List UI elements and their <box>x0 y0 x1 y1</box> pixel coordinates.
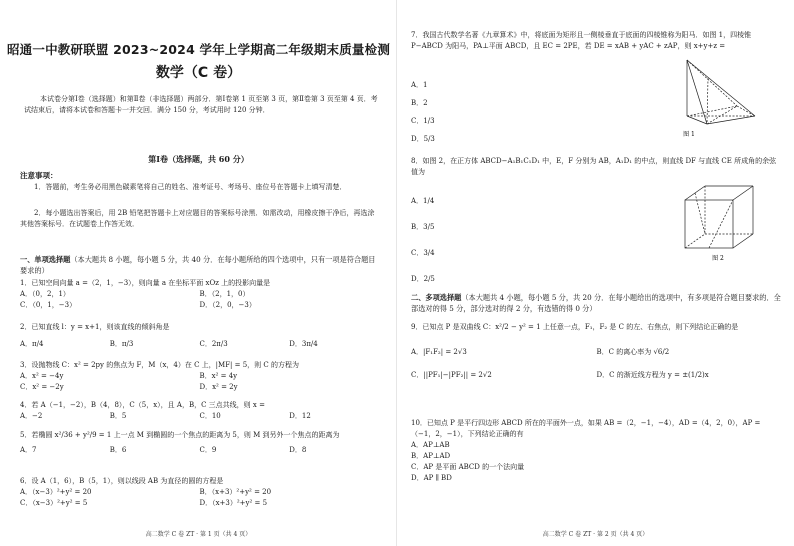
option-b: B．π/3 <box>109 340 134 348</box>
question-9 <box>411 322 782 381</box>
page-footer: 高二数学 C 卷 ZT · 第 2 页（共 4 页） <box>542 531 649 538</box>
question-stem: 7．我国古代数学名著《九章算术》中，将底面为矩形且一侧棱垂直于底面的四棱锥称为阳马．如图 1，四棱锥 P−ABCD 为阳马，PA⊥平面 ABCD，且 EC = 2PE，若 DE = xAB + yAC + zAP，则 x+y+z = <box>411 31 752 50</box>
option-c: C．3/4 <box>411 249 435 257</box>
part2-heading-block <box>411 292 782 314</box>
question-stem: 10．已知点 P 是平行四边形 ABCD 所在的平面外一点，如果 AB =（2，−1，−4），AD =（4，2，0），AP =（−1，2，−1），下列结论正确的有 <box>411 419 761 438</box>
part2-heading: 二、多项选择题 <box>411 293 462 302</box>
option-a: A．（x−3）²+y² = 20 <box>20 488 92 496</box>
option-c: C．10 <box>199 412 221 420</box>
option-d: D．C 的渐近线方程为 y = ±(1/2)x <box>596 371 709 379</box>
exam-subtitle: 数学（C 卷） <box>155 65 242 81</box>
option-c: C．9 <box>199 446 217 454</box>
question-stem: 5．若椭圆 x²/36 + y²/9 = 1 上一点 M 到椭圆的一个焦点的距离为 5，则 M 到另外一个焦点的距离为 <box>20 431 340 439</box>
part1-desc: （本大题共 8 小题，每小题 5 分，共 40 分．在每小题所给的四个选项中，只有一项是符合题目要求的） <box>20 255 376 275</box>
notice-item-2: 2．每小题选出答案后，用 2B 铅笔把答题卡上对应题目的答案标号涂黑．如需改动，用橡皮擦干净后，再选涂其他答案标号．在试题卷上作答无效． <box>20 209 375 228</box>
figure-1-pyramid <box>667 54 767 138</box>
question-stem: 9．已知点 P 是双曲线 C：x²/2 − y² = 1 上任意一点，F₁，F₂ 是 C 的左、右焦点，则下列结论正确的是 <box>411 323 739 331</box>
part1-heading: 一、单项选择题 <box>20 255 71 264</box>
page-right <box>397 0 794 546</box>
option-a: A．π/4 <box>20 340 44 348</box>
option-a: A．|F₁F₂| = 2√3 <box>411 348 467 356</box>
option-a: A．AP⊥AB <box>411 441 450 449</box>
option-d: D．AP ∥ BD <box>411 474 452 482</box>
question-8-options <box>411 188 531 292</box>
figure-2-caption: 图 2 <box>712 255 724 262</box>
option-c: C．1/3 <box>411 117 435 125</box>
option-list <box>411 347 782 381</box>
question-8 <box>411 156 782 178</box>
option-b: B．（2，1，0） <box>199 290 250 298</box>
option-b: B．AP⊥AD <box>411 452 451 460</box>
option-c: C．（0，1，−3） <box>20 301 77 309</box>
exam-title: 昭通一中教研联盟 2023~2024 学年上学期高二年级期末质量检测 <box>6 42 391 57</box>
option-b: B．6 <box>109 446 127 454</box>
option-list <box>20 289 379 311</box>
question-stem: 6．设 A（1，6），B（5，1），则以线段 AB 为直径的圆的方程是 <box>20 477 224 485</box>
option-a: A．7 <box>20 446 37 454</box>
option-list <box>20 371 379 393</box>
option-c: C．||PF₁|−|PF₂|| = 2√2 <box>411 371 492 379</box>
option-b: B．3/5 <box>411 223 435 231</box>
page-footer: 高二数学 C 卷 ZT · 第 1 页（共 4 页） <box>145 531 252 538</box>
part2-desc: （本大题共 4 小题，每小题 5 分，共 20 分．在每小题给出的选项中，有多项是符合题目要求的．全部选对的得 5 分，部分选对的得 2 分，有选错的得 0 分） <box>411 293 781 313</box>
option-c: C．（x−3）²+y² = 5 <box>20 499 88 507</box>
notice-heading: 注意事项： <box>20 171 58 180</box>
option-d: D．5/3 <box>411 135 435 143</box>
question-5 <box>20 430 379 456</box>
option-list <box>20 445 379 456</box>
question-1 <box>20 278 379 311</box>
question-stem: 8．如图 2，在正方体 ABCD−A₁B₁C₁D₁ 中，E，F 分别为 AB，A₁D₁ 的中点，则直线 DF 与直线 CE 所成角的余弦值为 <box>411 157 777 176</box>
question-stem: 3．设抛物线 C：x² = 2py 的焦点为 F，M（x，4）在 C 上，|MF| = 5，则 C 的方程为 <box>20 361 299 369</box>
figure-1-caption: 图 1 <box>683 131 695 138</box>
option-d: D．2/5 <box>411 275 435 283</box>
option-c: C．2π/3 <box>199 340 228 348</box>
option-b: B．2 <box>411 99 428 107</box>
option-list <box>20 487 379 509</box>
question-2 <box>20 322 379 350</box>
figure-2-cube <box>675 180 761 264</box>
option-a: A．−2 <box>20 412 43 420</box>
option-c: C．AP 是平面 ABCD 的一个法向量 <box>411 463 525 471</box>
option-d: D．12 <box>289 412 311 420</box>
option-d: D．（x+3）²+y² = 5 <box>199 499 268 507</box>
option-d: D．（2，0，−3） <box>199 301 256 309</box>
option-b: B．5 <box>109 412 127 420</box>
option-c: C．x² = −2y <box>20 383 64 391</box>
question-7-options <box>411 76 531 148</box>
question-7 <box>411 30 782 52</box>
option-a: A．（0，2，1） <box>20 290 70 298</box>
option-d: D．3π/4 <box>289 340 318 348</box>
option-d: D．x² = 2y <box>199 383 238 391</box>
part1-heading-block <box>20 254 379 276</box>
option-b: B．（x+3）²+y² = 20 <box>199 488 272 496</box>
question-stem: 2．已知直线 l：y = x+1，则该直线的倾斜角是 <box>20 323 170 331</box>
question-10 <box>411 418 782 484</box>
option-b: B．C 的离心率为 √6/2 <box>596 348 670 356</box>
option-list <box>20 411 379 422</box>
question-stem: 4．若 A（−1，−2），B（4，8），C（5，x），且 A，B，C 三点共线，则 x = <box>20 401 265 409</box>
option-list <box>20 339 379 350</box>
question-3 <box>20 360 379 393</box>
section1-title: 第Ⅰ卷（选择题，共 60 分） <box>148 154 249 164</box>
option-b: B．x² = 4y <box>199 372 238 380</box>
question-6 <box>20 476 379 509</box>
notice-item-1: 1．答题前，考生务必用黑色碳素笔将自己的姓名、准考证号、考场号、座位号在答题卡上填写清楚． <box>34 183 347 191</box>
exam-intro: 本试卷分第Ⅰ卷（选择题）和第Ⅱ卷（非选择题）两部分．第Ⅰ卷第 1 页至第 3 页，第Ⅱ卷第 3 页至第 4 页．考试结束后，请将本试卷和答题卡一并交回．满分 150 分，考试用时 120 分钟． <box>24 95 378 114</box>
question-stem: 1．已知空间向量 a =（2，1，−3），则向量 a 在坐标平面 xOz 上的投影向量是 <box>20 279 271 287</box>
question-4 <box>20 400 379 422</box>
option-d: D．8 <box>289 446 307 454</box>
option-a: A．x² = −4y <box>20 372 64 380</box>
option-a: A．1/4 <box>411 197 435 205</box>
option-a: A．1 <box>411 81 428 89</box>
